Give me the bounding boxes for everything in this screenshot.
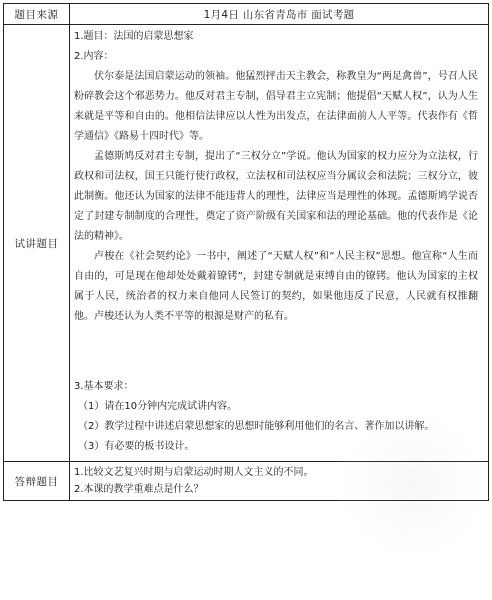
paragraph-rousseau: 卢梭在《社会契约论》一书中，阐述了“天赋人权”和“人民主权”思想。他宣称“人生而自由的，可是现在他却处处戴着镣铐”，封建专制就是束缚自由的镣铐。他认为国家的主权属于人民，统治者的权力来自他同人民签订的契约，如果他违反了民意，人民就有权推翻他。卢梭还认为人类不平等的根源是财产的私有。 bbox=[74, 251, 478, 322]
paragraph-montesquieu: 孟德斯鸠反对君主专制，提出了“三权分立”学说。他认为国家的权力应分为立法权，行政权和司法权，国王只能行使行政权，立法权和司法权应当分属议会和法院；三权分立，彼此制衡。他还认为国家的法律不能违背人的理性，法律应当是理性的体现。孟德斯鸠学说否定了封建专制制度的合理性，奠定了资产阶级有关国家和法的理论基础。他的代表作是《论法的精神》。 bbox=[74, 151, 478, 242]
source-row bbox=[4, 4, 489, 25]
source-value: 1月4日 山东省青岛市 面试考题 bbox=[70, 4, 489, 25]
defense-question: 2.本课的教学重难点是什么？ bbox=[74, 484, 204, 495]
content-heading: 2.内容： bbox=[74, 51, 114, 62]
lecture-title: 1.题目：法国的启蒙思想家 bbox=[74, 31, 194, 42]
source-label: 题目来源 bbox=[4, 4, 70, 25]
requirement-item: （1）请在10分钟内完成试讲内容。 bbox=[78, 401, 238, 412]
defense-question: 1.比较文艺复兴时期与启蒙运动时期人文主义的不同。 bbox=[74, 467, 314, 478]
blank-space bbox=[74, 327, 478, 377]
exam-table bbox=[3, 3, 489, 501]
defense-label: 答辩题目 bbox=[4, 462, 70, 501]
lecture-label: 试讲题目 bbox=[4, 25, 70, 462]
requirement-item: （3）有必要的板书设计。 bbox=[78, 441, 195, 452]
defense-row bbox=[4, 462, 489, 501]
defense-content bbox=[70, 462, 489, 501]
lecture-row bbox=[4, 25, 489, 462]
lecture-content bbox=[70, 25, 489, 462]
requirements-heading: 3.基本要求： bbox=[74, 381, 134, 392]
paragraph-voltaire: 伏尔泰是法国启蒙运动的领袖。他猛烈抨击天主教会，称教皇为“两足禽兽”，号召人民粉碎教会这个邪恶势力。他反对君主专制，倡导君主立宪制；他提倡“天赋人权”，认为人生来就是平等和自由的。他相信法律应以人性为出发点，在法律面前人人平等。代表作有《哲学通信》《路易十四时代》等。 bbox=[74, 71, 478, 142]
exam-sheet bbox=[3, 3, 489, 597]
requirement-item: （2）教学过程中讲述启蒙思想家的思想时能够利用他们的名言、著作加以讲解。 bbox=[78, 421, 435, 432]
